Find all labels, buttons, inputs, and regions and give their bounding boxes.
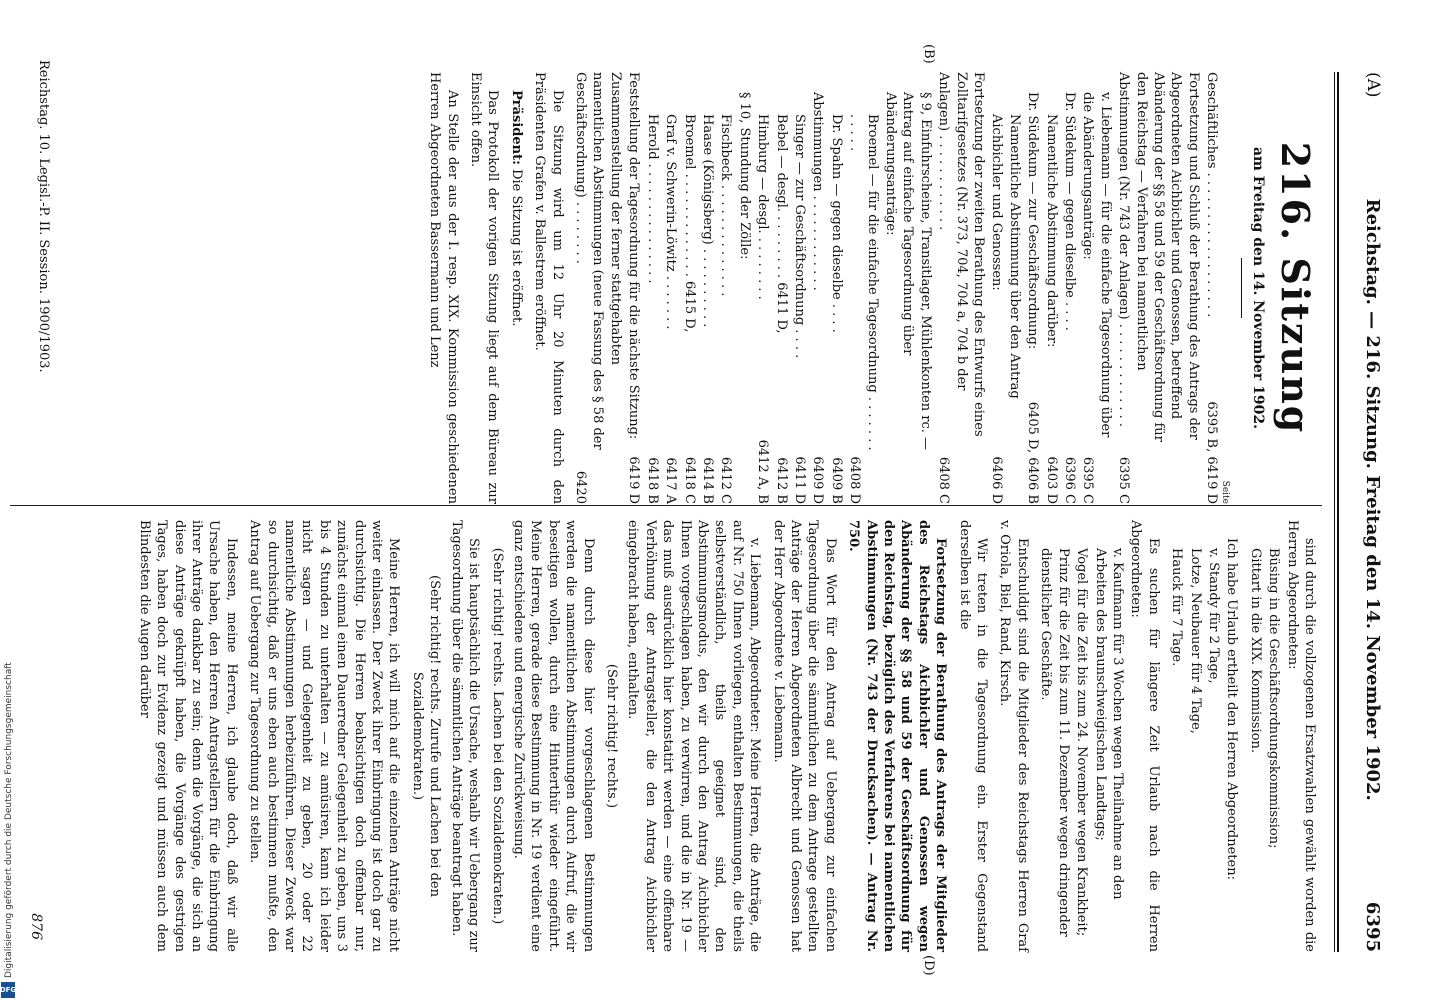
digitization-strip xyxy=(0,600,16,1000)
right-paragraph: v. Standy für 2 Tage, xyxy=(1205,548,1221,684)
session-title: 216. Sitzung xyxy=(1273,141,1318,435)
session-date: am Freitag den 14. November 1902. xyxy=(1250,146,1267,429)
protocol-paragraph: Das Protokoll der vorigen Sitzung liegt auf dem Büreau zur Einsicht offen. xyxy=(468,72,501,504)
toc-entry-page: 6414 B xyxy=(699,457,715,504)
column-marker-a: (A) xyxy=(1363,72,1383,98)
toc-entry xyxy=(1203,72,1220,504)
toc-entry-text: Fortsetzung und Schluß der Berathung des Antrags der Abgeordneten Aichbichler und Genossen, betreffend Abänderung der §§ 58 und 59 der Geschäftsordnung für den Reichstag — Verfahren bei namentlichen Abstimmungen (Nr. 743 der Anlagen) . . . . . . . . . . . . . xyxy=(1116,72,1201,442)
left-column xyxy=(426,72,1324,504)
table-of-contents xyxy=(572,72,1221,504)
toc-entry-page: 6405 D, 6406 B xyxy=(1025,401,1041,504)
toc-entry-page: 6418 B xyxy=(644,457,660,504)
toc-entry xyxy=(827,72,844,504)
seite-label: Seite xyxy=(1220,480,1231,504)
toc-entry-page: 6395 B, 6419 D xyxy=(1204,401,1220,504)
toc-entry-text: Graf v. Schwerin-Löwitz . . . . . . . xyxy=(663,114,679,330)
toc-entry xyxy=(791,72,808,504)
right-paragraph: (Sehr richtig! rechts.) xyxy=(603,663,619,809)
toc-entry xyxy=(882,72,934,504)
toc-entry-page: 6406 D xyxy=(989,456,1005,504)
toc-entry-text: § 9, Einfuhrscheine, Transitlager, Mühlenkonten rc. — Antrag auf einfache Tagesordnung über Abänderungsanträge: xyxy=(882,92,933,451)
right-paragraph: sind durch die vollzogenen Ersatzwahlen gewählt worden die Herren Abgeordneten: xyxy=(1284,520,1317,952)
toc-entry-page: 6408 D xyxy=(847,456,863,504)
right-paragraph: v. Kaufmann für 3 Wochen wegen Theilnahme an den Arbeiten des braunschweigischen Landtags; xyxy=(1092,548,1125,900)
toc-entry-text: § 10, Stundung der Zölle: xyxy=(736,92,752,260)
toc-entry xyxy=(846,72,881,504)
toc-entry-page: 6412 C xyxy=(718,456,734,504)
toc-entry xyxy=(1042,72,1059,504)
header-rule-thin xyxy=(1334,72,1335,952)
toc-entry xyxy=(1115,72,1202,504)
toc-entry xyxy=(1079,72,1114,504)
toc-entry-text: Feststellung der Tagesordnung für die nächste Sitzung: xyxy=(626,72,642,440)
election-paragraph: An Stelle der aus der I. resp. XIX. Kommission geschiedenen Herren Abgeordneten Bassermann und Lenz xyxy=(427,72,460,504)
column-divider xyxy=(10,505,1322,506)
right-paragraph: Entschuldigt sind die Mitglieder des Reichstags Herren Graf v. Oriola, Biel, Rand, Kirsch. xyxy=(997,520,1030,952)
toc-entry-page: 6419 D xyxy=(626,456,642,504)
toc-entry xyxy=(1024,72,1041,504)
toc-entry-page: 6408 C xyxy=(936,456,952,504)
toc-entry xyxy=(935,72,987,504)
toc-entry-page: 6417 A xyxy=(663,457,679,504)
toc-entry-page: 6412 B xyxy=(773,457,789,504)
header-page-number: 6395 xyxy=(1362,901,1384,952)
toc-entry xyxy=(643,72,660,504)
opening-paragraph: Die Sitzung wird um 12 Uhr 20 Minuten durch den Präsidenten Grafen v. Ballestrem eröffnet. xyxy=(532,72,565,504)
right-paragraph: Gittart in die XIX. Kommission. xyxy=(1247,548,1263,754)
toc-entry-text: Fischbeck . . . . . . . . . . . . . . xyxy=(718,114,734,297)
column-marker-b: (B) xyxy=(921,44,936,64)
toc-entry-page: 6409 B xyxy=(828,457,844,504)
right-paragraph: Es suchen für längere Zeit Urlaub nach die Herren Abgeordneten: xyxy=(1128,520,1161,952)
running-header xyxy=(1352,72,1394,952)
toc-entry xyxy=(772,72,789,504)
president-label: Präsident: xyxy=(508,90,524,165)
toc-entry-text: Namentliche Abstimmung darüber: xyxy=(1043,114,1059,348)
right-paragraph: (Sehr richtig! rechts. Lachen bei den Sozialdemokraten.) xyxy=(489,547,505,925)
toc-entry xyxy=(988,72,1023,504)
column-marker-d: (D) xyxy=(921,955,936,976)
right-paragraph: Indessen, meine Herren, ich glaube doch, daß wir alle Ursache haben, den Herren Antragstellern für die Einbringung ihrer Anträge dankbar zu sein; denn die Vorgänge, die sich an diese Anträge geknüpft haben, die Vorgänge des gestrigen Tages, haben doch zur Evidenz gezeigt und müssen auch dem Blindesten die Augen darüber xyxy=(136,520,239,952)
toc-entry-page: 6395 C xyxy=(1080,456,1096,504)
toc-entry xyxy=(754,72,771,504)
header-rule xyxy=(1337,72,1339,952)
toc-entry-text: Dr. Südekum — gegen dieselbe . . . . xyxy=(1062,92,1078,331)
right-paragraph: Wir treten in die Tagesordnung ein. Erster Gegenstand derselben ist die xyxy=(956,520,990,952)
toc-entry-text: Geschäftliches . . . . . . . . . . . . . . . . . . xyxy=(1204,72,1220,318)
toc-entry-text: Namentliche Abstimmung über den Antrag Aichbichler und Genossen: xyxy=(989,114,1022,399)
toc-entry-text: Haase (Königsberg) . . . . . . . . . . xyxy=(699,114,715,328)
toc-entry-page: 6403 D xyxy=(1043,456,1059,504)
right-paragraph: Denn durch diese hier vorgeschlagenen Bestimmungen werden die namentlichen Abstimmungen durch Aufruf, die wir beseitigen wollen, durch eine Hinterthür wieder eingeführt. Meine Herren, gerade diese Bestimmung in Nr. 19 verdient eine ganz entschiedene und energische Zurückweisung. xyxy=(510,520,596,952)
title-rule xyxy=(1241,258,1242,318)
right-paragraph: Das Wort für den Antrag auf Uebergang zur einfachen Tagesordnung über die sämmtlichen zu dem Antrage gestellten Anträge der Herren Abgeordneten Albrecht und Genossen hat der Herr Abgeordnete v. Liebemann. xyxy=(770,520,838,952)
toc-entry-text: Zusammenstellung der ferner stattgehabten namentlichen Abstimmungen (neue Fassung des § 58 der Geschäftsordnung) . . . . . . . . xyxy=(573,72,623,450)
dfg-logo: DFG xyxy=(1,982,15,998)
right-paragraph: Sie ist hauptsächlich die Ursache, weshalb wir Uebergang zur Tagesordnung über die sämmtlichen Anträge beantragt haben. xyxy=(448,520,482,952)
right-paragraph: Prinz für die Zeit bis zum 11. Dezember wegen dringender dienstlicher Geschäfte. xyxy=(1038,548,1071,937)
toc-entry-page: 6409 D xyxy=(810,456,826,504)
toc-entry xyxy=(572,72,624,504)
toc-entry xyxy=(717,72,734,504)
toc-entry xyxy=(699,72,716,504)
toc-entry-text: Himburg — desgl. . . . . . . . . xyxy=(755,114,771,300)
toc-entry-text: Bebel — desgl. . . . . . . . . 6411 D, xyxy=(773,114,789,334)
digitization-credit: Digitalisierung gefördert durch die Deutsche Forschungsgemeinschaft xyxy=(4,662,14,978)
toc-entry-page: 6420 xyxy=(573,470,589,504)
right-paragraph: Ich habe Urlaub ertheilt den Herren Abgeordneten: xyxy=(1224,538,1240,880)
toc-entry xyxy=(1061,72,1078,504)
header-title: Reichstag. — 216. Sitzung. Freitag den 14. November 1902. xyxy=(1362,198,1384,801)
toc-entry-text: v. Liebemann — für die einfache Tagesordnung über die Abänderungsanträge: xyxy=(1080,92,1113,438)
toc-entry-page: 6412 A, B xyxy=(755,439,771,504)
toc-entry-page: 6411 D xyxy=(791,456,807,504)
toc-entry xyxy=(662,72,679,504)
toc-entry-text: Abstimmungen . . . . . . . . . . . . xyxy=(810,92,826,291)
president-text: Die Sitzung ist eröffnet. xyxy=(508,169,524,327)
page-number: 876 xyxy=(28,913,44,940)
right-column xyxy=(135,520,1324,952)
toc-entry-text: Herold . . . . . . . . . . . . . . . xyxy=(644,114,660,284)
toc-entry-text: Broemel — für die einfache Tagesordnung . . . . . . . . . . . . xyxy=(847,114,880,451)
toc-entry-text: Singer — zur Geschäftsordnung . . . . xyxy=(791,114,807,359)
right-paragraph: Meine Herren, ich will mich auf die einzelnen Anträge nicht weiter einlassen. Der Zweck ihrer Einbringung ist doch gar zu durchsichtig. Die Herren beabsichtigen doch offenbar nur, zunächst einmal einen Dauerredner Gelegenheit zu geben, uns 3 bis 4 Stunden zu unterhalten — zu amüsiren, kann ich leider nicht sagen — und Gelegenheit zu geben, 20 oder 22 namentliche Abstimmungen herbeizuführen. Dieser Zweck war so durchsichtig, daß er uns eben auch bestimmen mußte, den Antrag auf Uebergang zur Tagesordnung zu stellen. xyxy=(247,520,402,952)
toc-entry-page: 6396 C xyxy=(1062,456,1078,504)
toc-entry-text: Dr. Spahn — gegen dieselbe . . . . xyxy=(828,114,844,333)
right-paragraph: v. Liebemann, Abgeordneter: Meine Herren, die Anträge, die auf Nr. 750 Ihnen vorliegen, enthalten Bestimmungen, die theils selbstverständlich, theils geeignet sind, den Abstimmungsmodus, den wir durch den Antrag Aichbichler Ihnen vorgeschlagen haben, zu verwirren, und die in Nr. 19 — das muß ausdrücklich hier konstatirt werden — eine offenbare Verhöhnung der Antragsteller, die den Antrag Aichbichler eingebracht haben, enthalten. xyxy=(625,520,763,952)
right-paragraph: Lotze, Neubauer für 4 Tage, xyxy=(1187,548,1203,734)
signature-line: Reichstag. 10. Legisl.-P. II. Session. 1900/1903. xyxy=(36,60,51,373)
toc-entry-page: 6418 C xyxy=(681,456,697,504)
right-paragraph: Hauck für 7 Tage. xyxy=(1169,548,1185,667)
toc-entry xyxy=(680,72,697,504)
right-paragraph: (Sehr richtig! rechts. Zurufe und Lachen bei den Sozialdemokraten.) xyxy=(409,575,443,897)
right-paragraph: Fortsetzung der Berathung des Antrags der Mitglieder des Reichstags Aichbichler und Genossen wegen Abänderung der §§ 58 und 59 der Geschäftsordnung für den Reichstag, bezüglich des Verfahrens bei namentlichen Abstimmungen (Nr. 743 der Drucksachen). — Antrag Nr. 750. xyxy=(846,520,949,952)
toc-entry-text: Dr. Südekum — zur Geschäftsordnung: xyxy=(1025,92,1041,350)
toc-entry-text: Broemel . . . . . . . . . . . . . 6415 D, xyxy=(681,114,697,333)
toc-entry xyxy=(625,72,642,504)
toc-entry xyxy=(735,72,752,504)
president-remark xyxy=(507,72,524,504)
right-paragraph: Büsing in die Geschäftsordnungskommission; xyxy=(1266,548,1282,849)
toc-entry xyxy=(809,72,826,504)
toc-entry-text: Fortsetzung der zweiten Berathung des Entwurfs eines Zolltarifgesetzes (Nr. 373, 704, 704 a, 704 b der Anlagen) . . . . . . . . . . . . xyxy=(936,72,987,437)
toc-entry-page: 6395 C xyxy=(1116,456,1132,504)
right-paragraph: Vogel für die Zeit bis zum 24. November wegen Krankheit; xyxy=(1074,548,1090,937)
